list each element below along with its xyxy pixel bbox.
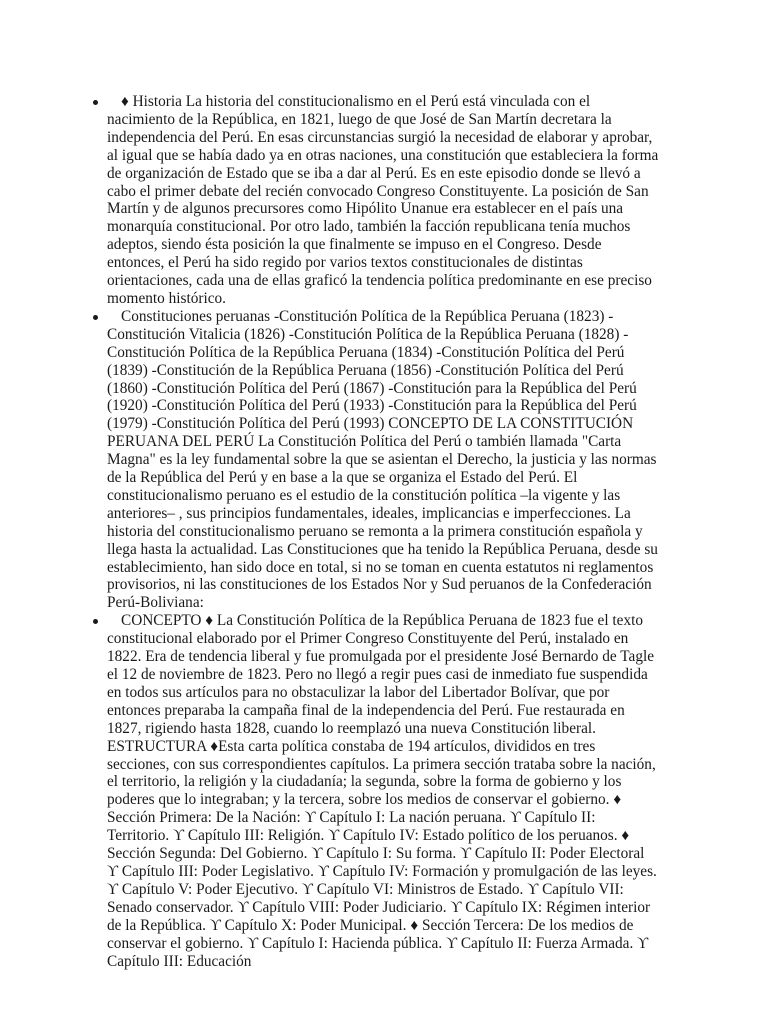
paragraph-text: ♦ Historia La historia del constitucionalismo en el Perú está vinculada con el nacimiento de la República, en 1821, luego de que José de San Martín decretara la independencia del Perú. En esas circunstancias surgió la necesidad de elaborar y aprobar, al igual que se había dado ya en otras naciones, una constitución que estableciera la forma de organización de Estado que se iba a dar al Perú. Es en este episodio donde se llevó a cabo el primer debate del recién convocado Congreso Constituyente. La posición de San Martín y de algunos precursores como Hipólito Unanue era establecer en el país una monarquía constitucional. Por otro lado, también la facción republicana tenía muchos adeptos, siendo ésta posición la que finalmente se impuso en el Congreso. Desde entonces, el Perú ha sido regido por varios textos constitucionales de distintas orientaciones, cada una de ellas graficó la tendencia política predominante en ese preciso momento histórico.	[107, 93, 659, 307]
bullet-icon	[93, 619, 98, 624]
paragraph-concepto	[107, 612, 659, 970]
paragraph-historia	[107, 93, 659, 308]
bullet-icon	[93, 100, 98, 105]
paragraph-text: Constituciones peruanas -Constitución Política de la República Peruana (1823) -Constitución Vitalicia (1826) -Constitución Política de la República Peruana (1828) -Constitución Política de la República Peruana (1834) -Constitución Política del Perú (1839) -Constitución de la República Peruana (1856) -Constitución Política del Perú (1860) -Constitución Política del Perú (1867) -Constitución para la República del Perú (1920) -Constitución Política del Perú (1933) -Constitución para la República del Perú (1979) -Constitución Política del Perú (1993) CONCEPTO DE LA CONSTITUCIÓN PERUANA DEL PERÚ La Constitución Política del Perú o también llamada "Carta Magna" es la ley fundamental sobre la que se asientan el Derecho, la justicia y las normas de la República del Perú y en base a la que se organiza el Estado del Perú. El constitucionalismo peruano es el estudio de la constitución política –la vigente y las anteriores– , sus principios fundamentales, ideales, implicancias e imperfecciones. La historia del constitucionalismo peruano se remonta a la primera constitución española y llega hasta la actualidad. Las Constituciones que ha tenido la República Peruana, desde su establecimiento, han sido doce en total, si no se toman en cuenta estatutos ni reglamentos provisorios, ni las constituciones de los Estados Nor y Sud peruanos de la Confederación Perú-Boliviana:	[107, 307, 658, 612]
paragraph-text: CONCEPTO ♦ La Constitución Política de la República Peruana de 1823 fue el texto constitucional elaborado por el Primer Congreso Constituyente del Perú, instalado en 1822. Era de tendencia liberal y fue promulgada por el presidente José Bernardo de Tagle el 12 de noviembre de 1823. Pero no llegó a regir pues casi de inmediato fue suspendida en todos sus artículos para no obstaculizar la labor del Libertador Bolívar, que por entonces preparaba la campaña final de la independencia del Perú. Fue restaurada en 1827, rigiendo hasta 1828, cuando lo reemplazó una nueva Constitución liberal. ESTRUCTURA ♦Esta carta política constaba de 194 artículos, divididos en tres secciones, con sus correspondientes capítulos. La primera sección trataba sobre la nación, el territorio, la religión y la ciudadanía; la segunda, sobre la forma de gobierno y los poderes que lo integraban; y la tercera, sobre los medios de conservar el gobierno. ♦ Sección Primera: De la Nación: ϒ Capítulo I: La nación peruana. ϒ Capítulo II: Territorio. ϒ Capítulo III: Religión. ϒ Capítulo IV: Estado político de los peruanos. ♦ Sección Segunda: Del Gobierno. ϒ Capítulo I: Su forma. ϒ Capítulo II: Poder Electoral ϒ Capítulo III: Poder Legislativo. ϒ Capítulo IV: Formación y promulgación de las leyes. ϒ Capítulo V: Poder Ejecutivo. ϒ Capítulo VI: Ministros de Estado. ϒ Capítulo VII: Senado conservador. ϒ Capítulo VIII: Poder Judiciario. ϒ Capítulo IX: Régimen interior de la República. ϒ Capítulo X: Poder Municipal. ♦ Sección Tercera: De los medios de conservar el gobierno. ϒ Capítulo I: Hacienda pública. ϒ Capítulo II: Fuerza Armada. ϒ Capítulo III: Educación	[107, 612, 657, 970]
bullet-icon	[93, 315, 98, 320]
paragraph-constituciones	[107, 308, 659, 612]
document-body	[107, 93, 659, 970]
